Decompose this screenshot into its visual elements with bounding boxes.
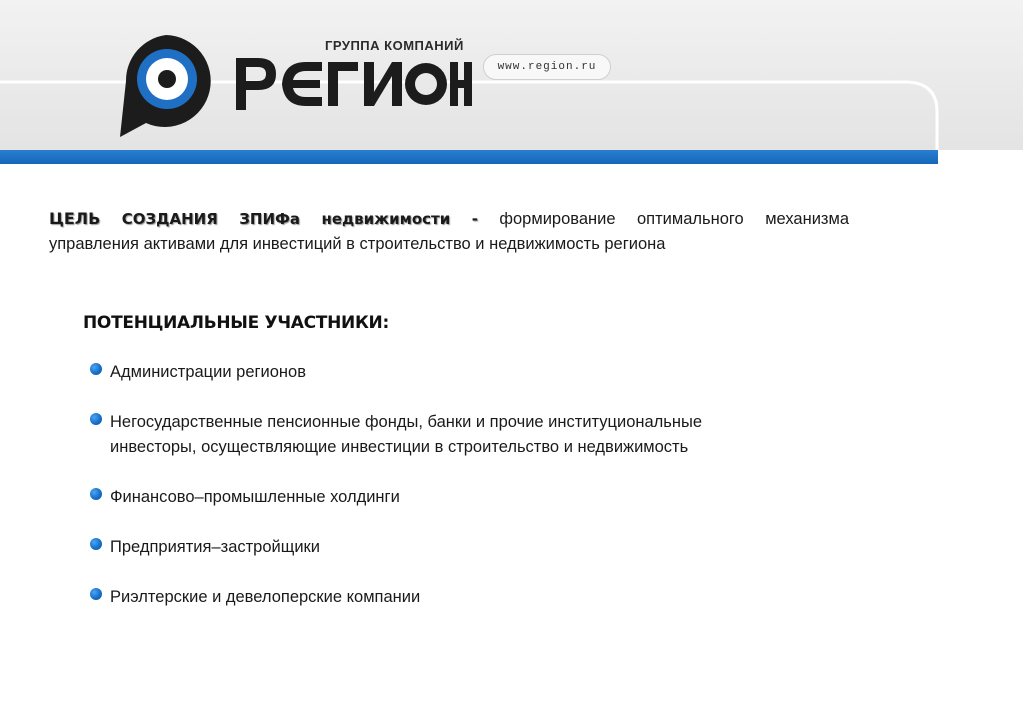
goal-keyword: ЗПИФа: [239, 210, 301, 228]
list-item: [88, 485, 848, 510]
logo-caption: ГРУППА КОМПАНИЙ: [325, 38, 464, 53]
bullet-icon: [90, 538, 102, 550]
list-item: [88, 585, 848, 610]
goal-keyword: СОЗДАНИЯ: [121, 210, 218, 228]
list-item-text: Предприятия–застройщики: [110, 538, 320, 556]
goal-keyword: недвижимости: [321, 210, 451, 228]
goal-line-1-text: формирование оптимального механизма: [499, 210, 850, 228]
bullet-icon: [90, 363, 102, 375]
participants-list: [88, 360, 848, 610]
bullet-icon: [90, 413, 102, 425]
goal-line-1: [49, 206, 849, 232]
bullet-icon: [90, 588, 102, 600]
goal-statement: [49, 206, 849, 257]
website-url-badge[interactable]: www.region.ru: [483, 54, 611, 80]
list-item-text: Риэлтерские и девелоперские компании: [110, 588, 421, 606]
list-item-text: Администрации регионов: [110, 363, 306, 381]
list-item: [88, 410, 848, 460]
list-item: [88, 360, 848, 385]
logo-wordmark: [232, 50, 472, 112]
goal-dash: -: [471, 210, 478, 228]
list-item-text: Финансово–промышленные холдинги: [110, 488, 400, 506]
region-speech-bubble-logo-icon: [118, 33, 214, 137]
header-accent-bar: [0, 150, 938, 164]
bullet-icon: [90, 488, 102, 500]
list-item-text: инвесторы, осуществляющие инвестиции в строительство и недвижимость: [110, 438, 689, 456]
list-item: [88, 535, 848, 560]
participants-title: ПОТЕНЦИАЛЬНЫЕ УЧАСТНИКИ:: [83, 313, 389, 333]
goal-keyword: ЦЕЛЬ: [49, 209, 101, 228]
list-item-text: Негосударственные пенсионные фонды, банки и прочие институциональные: [110, 413, 703, 431]
goal-line-2: управления активами для инвестиций в строительство и недвижимость региона: [49, 235, 666, 253]
